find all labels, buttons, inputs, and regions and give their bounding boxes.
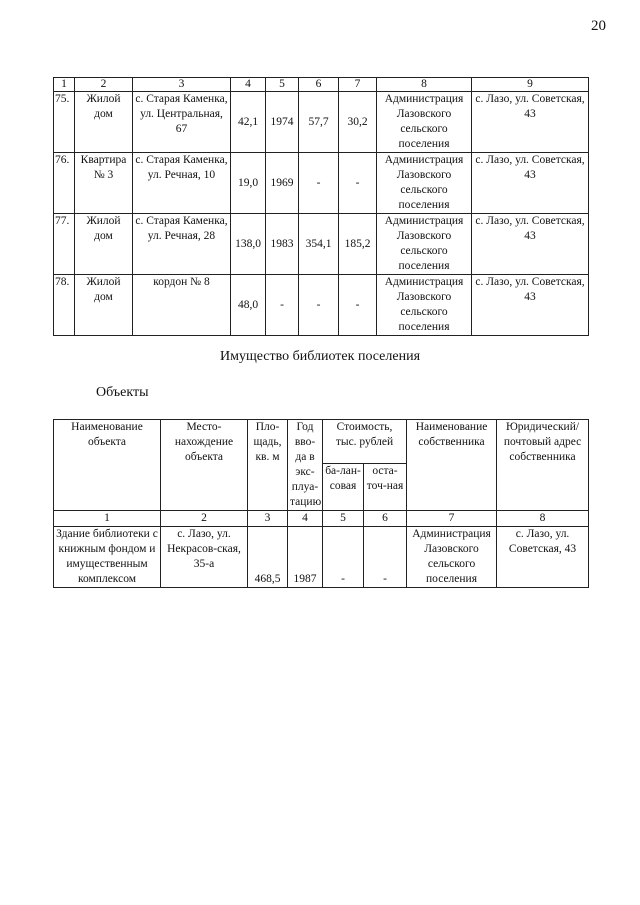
owner-address: с. Лазо, ул. Советская, 43 bbox=[472, 214, 589, 275]
section-heading: Имущество библиотек поселения bbox=[219, 349, 421, 364]
owner-address: с. Лазо, ул. Советская, 43 bbox=[472, 92, 589, 153]
owner-address: с. Лазо, ул. Советская, 43 bbox=[472, 275, 589, 336]
residual-value: - bbox=[339, 153, 377, 214]
column-number: 8 bbox=[377, 78, 472, 92]
row-number: 75. bbox=[54, 92, 75, 153]
column-number: 7 bbox=[407, 511, 497, 527]
row-number: 76. bbox=[54, 153, 75, 214]
header-year: Год вво-да в экс-плуа-тацию bbox=[288, 420, 323, 511]
page-number: 20 bbox=[591, 18, 606, 34]
object-name: Жилой дом bbox=[75, 275, 133, 336]
section-subheading: Объекты bbox=[96, 385, 149, 400]
table-row bbox=[54, 527, 589, 588]
owner-name: Администрация Лазовского сельского поселения bbox=[407, 527, 497, 588]
object-year: 1974 bbox=[266, 92, 299, 153]
residual-value: - bbox=[364, 527, 407, 588]
object-location: с. Лазо, ул. Некрасов-ская, 35-а bbox=[161, 527, 248, 588]
column-number: 7 bbox=[339, 78, 377, 92]
residual-value: - bbox=[339, 275, 377, 336]
header-balance: ба-лан-совая bbox=[323, 464, 364, 511]
column-number-row bbox=[54, 78, 589, 92]
library-property-table bbox=[53, 419, 589, 588]
balance-value: 57,7 bbox=[299, 92, 339, 153]
column-number: 2 bbox=[75, 78, 133, 92]
row-number: 77. bbox=[54, 214, 75, 275]
column-number: 6 bbox=[364, 511, 407, 527]
header-location: Место-нахождение объекта bbox=[161, 420, 248, 511]
object-area: 19,0 bbox=[231, 153, 266, 214]
column-number: 5 bbox=[323, 511, 364, 527]
column-number: 9 bbox=[472, 78, 589, 92]
object-name: Квартира № 3 bbox=[75, 153, 133, 214]
object-name: Жилой дом bbox=[75, 214, 133, 275]
owner-name: Администрация Лазовского сельского поселения bbox=[377, 153, 472, 214]
object-year: 1969 bbox=[266, 153, 299, 214]
column-number: 1 bbox=[54, 78, 75, 92]
balance-value: - bbox=[299, 153, 339, 214]
owner-name: Администрация Лазовского сельского поселения bbox=[377, 275, 472, 336]
residual-value: 30,2 bbox=[339, 92, 377, 153]
object-area: 42,1 bbox=[231, 92, 266, 153]
column-number: 3 bbox=[133, 78, 231, 92]
balance-value: 354,1 bbox=[299, 214, 339, 275]
table-row bbox=[54, 153, 589, 214]
table-row bbox=[54, 92, 589, 153]
object-area: 48,0 bbox=[231, 275, 266, 336]
balance-value: - bbox=[323, 527, 364, 588]
column-number: 4 bbox=[288, 511, 323, 527]
column-number: 3 bbox=[248, 511, 288, 527]
object-year: - bbox=[266, 275, 299, 336]
column-number: 1 bbox=[54, 511, 161, 527]
object-name: Жилой дом bbox=[75, 92, 133, 153]
object-location: кордон № 8 bbox=[133, 275, 231, 336]
column-number-row bbox=[54, 511, 589, 527]
header-name: Наименование объекта bbox=[54, 420, 161, 511]
object-location: с. Старая Каменка, ул. Речная, 28 bbox=[133, 214, 231, 275]
header-owner: Наименование собственника bbox=[407, 420, 497, 511]
owner-address: с. Лазо, ул. Советская, 43 bbox=[472, 153, 589, 214]
owner-name: Администрация Лазовского сельского поселения bbox=[377, 92, 472, 153]
header-residual: оста-точ-ная bbox=[364, 464, 407, 511]
object-year: 1983 bbox=[266, 214, 299, 275]
header-address: Юридический/ почтовый адрес собственника bbox=[497, 420, 589, 511]
residual-value: 185,2 bbox=[339, 214, 377, 275]
column-number: 8 bbox=[497, 511, 589, 527]
object-location: с. Старая Каменка, ул. Речная, 10 bbox=[133, 153, 231, 214]
column-number: 4 bbox=[231, 78, 266, 92]
owner-address: с. Лазо, ул. Советская, 43 bbox=[497, 527, 589, 588]
owner-name: Администрация Лазовского сельского поселения bbox=[377, 214, 472, 275]
object-location: с. Старая Каменка, ул. Центральная, 67 bbox=[133, 92, 231, 153]
table-row bbox=[54, 275, 589, 336]
row-number: 78. bbox=[54, 275, 75, 336]
header-area: Пло-щадь, кв. м bbox=[248, 420, 288, 511]
header-cost: Стоимость, тыс. рублей bbox=[323, 420, 407, 464]
object-name: Здание библиотеки с книжным фондом и имущественным комплексом bbox=[54, 527, 161, 588]
balance-value: - bbox=[299, 275, 339, 336]
property-table bbox=[53, 77, 589, 336]
column-number: 6 bbox=[299, 78, 339, 92]
column-number: 2 bbox=[161, 511, 248, 527]
object-area: 468,5 bbox=[248, 527, 288, 588]
object-area: 138,0 bbox=[231, 214, 266, 275]
table-row bbox=[54, 214, 589, 275]
object-year: 1987 bbox=[288, 527, 323, 588]
column-number: 5 bbox=[266, 78, 299, 92]
header-row bbox=[54, 420, 589, 464]
